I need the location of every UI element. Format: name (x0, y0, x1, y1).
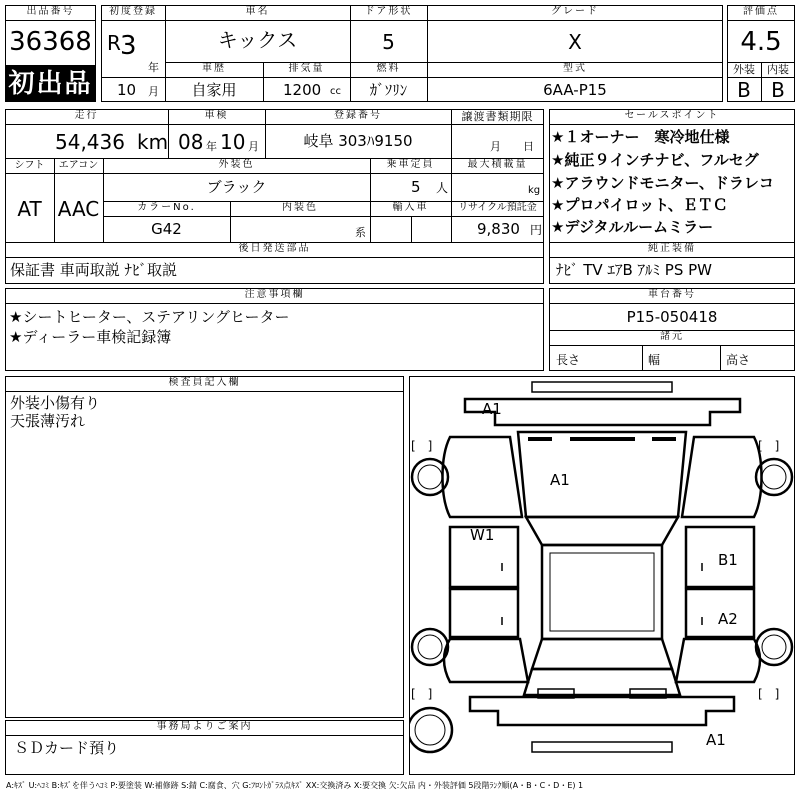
length-label: 長さ (556, 353, 581, 367)
registration-month-unit: 月 (148, 85, 159, 98)
registration-month: 10 (117, 81, 137, 99)
inspection-label: 車検 (204, 110, 229, 121)
interior-color-label: 内装色 (282, 202, 318, 213)
bracket-right-2: [ ] (758, 687, 780, 701)
dimensions-label: 諸元 (660, 331, 684, 342)
score-label: 評価点 (743, 6, 779, 17)
sales-point-3: ★アラウンドモニター、ドラレコ (551, 174, 774, 192)
history-label: 車歴 (202, 63, 226, 74)
equipment-value: ﾅﾋﾞ TV ｴｱB ｱﾙﾐ PS PW (556, 261, 712, 279)
color-no-value: G42 (151, 220, 182, 238)
chassis-label: 車台番号 (648, 289, 696, 300)
transfer-label: 譲渡書類期限 (461, 110, 534, 123)
width-label: 幅 (648, 353, 661, 367)
inspector-line-1: 外装小傷有り (10, 394, 101, 412)
load-unit: kg (528, 185, 541, 196)
office-value: ＳＤカード預り (14, 739, 120, 757)
ac-label: エアコン (58, 160, 99, 171)
note-1: ★シートヒーター、ステアリングヒーター (9, 308, 290, 326)
ac-value: AAC (57, 197, 100, 221)
registration-era: R (107, 31, 121, 55)
bracket-right-1: [ ] (758, 439, 780, 453)
inspector-line-2: 天張薄汚れ (10, 412, 86, 430)
shift-value: AT (17, 197, 42, 221)
note-2: ★ディーラー車検記録簿 (9, 328, 172, 346)
import-label: 輸入車 (392, 202, 429, 213)
height-label: 高さ (726, 353, 751, 367)
exterior-color-label: 外装色 (218, 159, 255, 170)
capacity-value: 5 (411, 178, 421, 196)
office-label: 事務局よりご案内 (156, 721, 253, 732)
sales-points-label: セールスポイント (624, 110, 720, 121)
registration-label: 初度登録 (109, 6, 157, 17)
history-value: 自家用 (191, 81, 237, 99)
inspection-month: 10 (220, 130, 246, 154)
fuel-label: 燃料 (376, 63, 401, 74)
plate-label: 登録番号 (334, 110, 382, 121)
damage-mark-right-rear: A2 (718, 610, 738, 628)
equipment-label: 純正装備 (648, 243, 696, 254)
score-value: 4.5 (740, 27, 782, 57)
legend: A:ｷｽﾞ U:ﾍｺﾐ B:ｷｽﾞを伴うﾍｺﾐ P:要塗装 W:補修跡 S:錆 C:腐食、穴 G:ﾌﾛﾝﾄｶﾞﾗｽ点ｷｽﾞ XX:交換済み X:要交換 欠:欠品 内・外装評価 5段階ﾗﾝｸ順(A・B・C・D・E) 1 (6, 781, 584, 790)
capacity-unit: 人 (436, 181, 449, 195)
first-listing-badge: 初出品 (5, 66, 96, 102)
sales-point-5: ★デジタルルームミラー (551, 218, 714, 236)
interior-score: B (771, 78, 785, 102)
sales-point-2: ★純正９インチナビ、フルセグ (551, 151, 759, 169)
door-value: 5 (382, 30, 395, 54)
car-diagram (410, 377, 794, 774)
registration-year: 3 (120, 31, 137, 61)
exterior-score-label: 外装 (733, 63, 755, 76)
interior-score-label: 内装 (767, 63, 789, 76)
inspection-month-unit: 月 (248, 140, 259, 153)
inspection-year: 08 (178, 130, 204, 154)
mileage-value: 54,436 (55, 130, 125, 154)
inspector-label: 検査員記入欄 (168, 377, 241, 388)
transfer-day-unit: 日 (523, 140, 534, 153)
displacement-unit: cc (330, 86, 341, 97)
bracket-left-1: [ ] (411, 439, 433, 453)
registration-year-unit: 年 (148, 61, 159, 74)
later-parts-label: 後日発送部品 (238, 243, 311, 254)
sales-point-1: ★１オーナー 寒冷地仕様 (551, 128, 730, 146)
lot-number-label: 出品番号 (26, 6, 75, 17)
displacement-label: 排気量 (288, 63, 325, 74)
model-value: 6AA-P15 (543, 81, 607, 99)
damage-mark-front-bumper: A1 (482, 400, 502, 418)
recycle-label: リサイクル預託金 (458, 202, 537, 213)
mileage-unit: km (137, 130, 169, 154)
interior-color-unit: 系 (355, 226, 366, 239)
damage-mark-left-door: W1 (470, 526, 495, 544)
transfer-month-unit: 月 (490, 140, 501, 153)
color-no-label: カラーNo. (137, 202, 196, 213)
load-label: 最大積載量 (467, 159, 528, 170)
grade-value: X (568, 30, 582, 54)
fuel-value: ｶﾞｿﾘﾝ (369, 81, 408, 99)
damage-mark-hood: A1 (550, 471, 570, 489)
model-label: 型式 (563, 63, 587, 74)
notes-label: 注意事項欄 (244, 289, 305, 300)
exterior-score: B (737, 78, 751, 102)
mileage-label: 走行 (74, 110, 99, 121)
chassis-value: P15-050418 (626, 308, 718, 326)
exterior-color-value: ブラック (206, 178, 267, 196)
sales-point-4: ★プロパイロット、ＥＴＣ (551, 196, 728, 214)
recycle-value: 9,830 (477, 220, 520, 238)
car-name: キックス (217, 28, 298, 52)
bracket-left-2: [ ] (411, 687, 433, 701)
damage-mark-rear-bumper: A1 (706, 731, 726, 749)
displacement-value: 1200 (283, 81, 322, 99)
door-label: ドア形状 (364, 6, 413, 17)
later-parts-value: 保証書 車両取説 ﾅﾋﾞ取説 (10, 261, 178, 279)
lot-number: 36368 (9, 27, 92, 57)
damage-mark-right-door: B1 (718, 551, 738, 569)
inspection-year-unit: 年 (206, 140, 217, 153)
plate-value: 岐阜 303ﾊ9150 (303, 132, 413, 150)
grade-label: グレード (551, 6, 599, 17)
shift-label: シフト (14, 160, 45, 171)
capacity-label: 乗車定員 (386, 159, 435, 170)
car-name-label: 車名 (245, 6, 270, 17)
recycle-unit: 円 (530, 223, 543, 237)
